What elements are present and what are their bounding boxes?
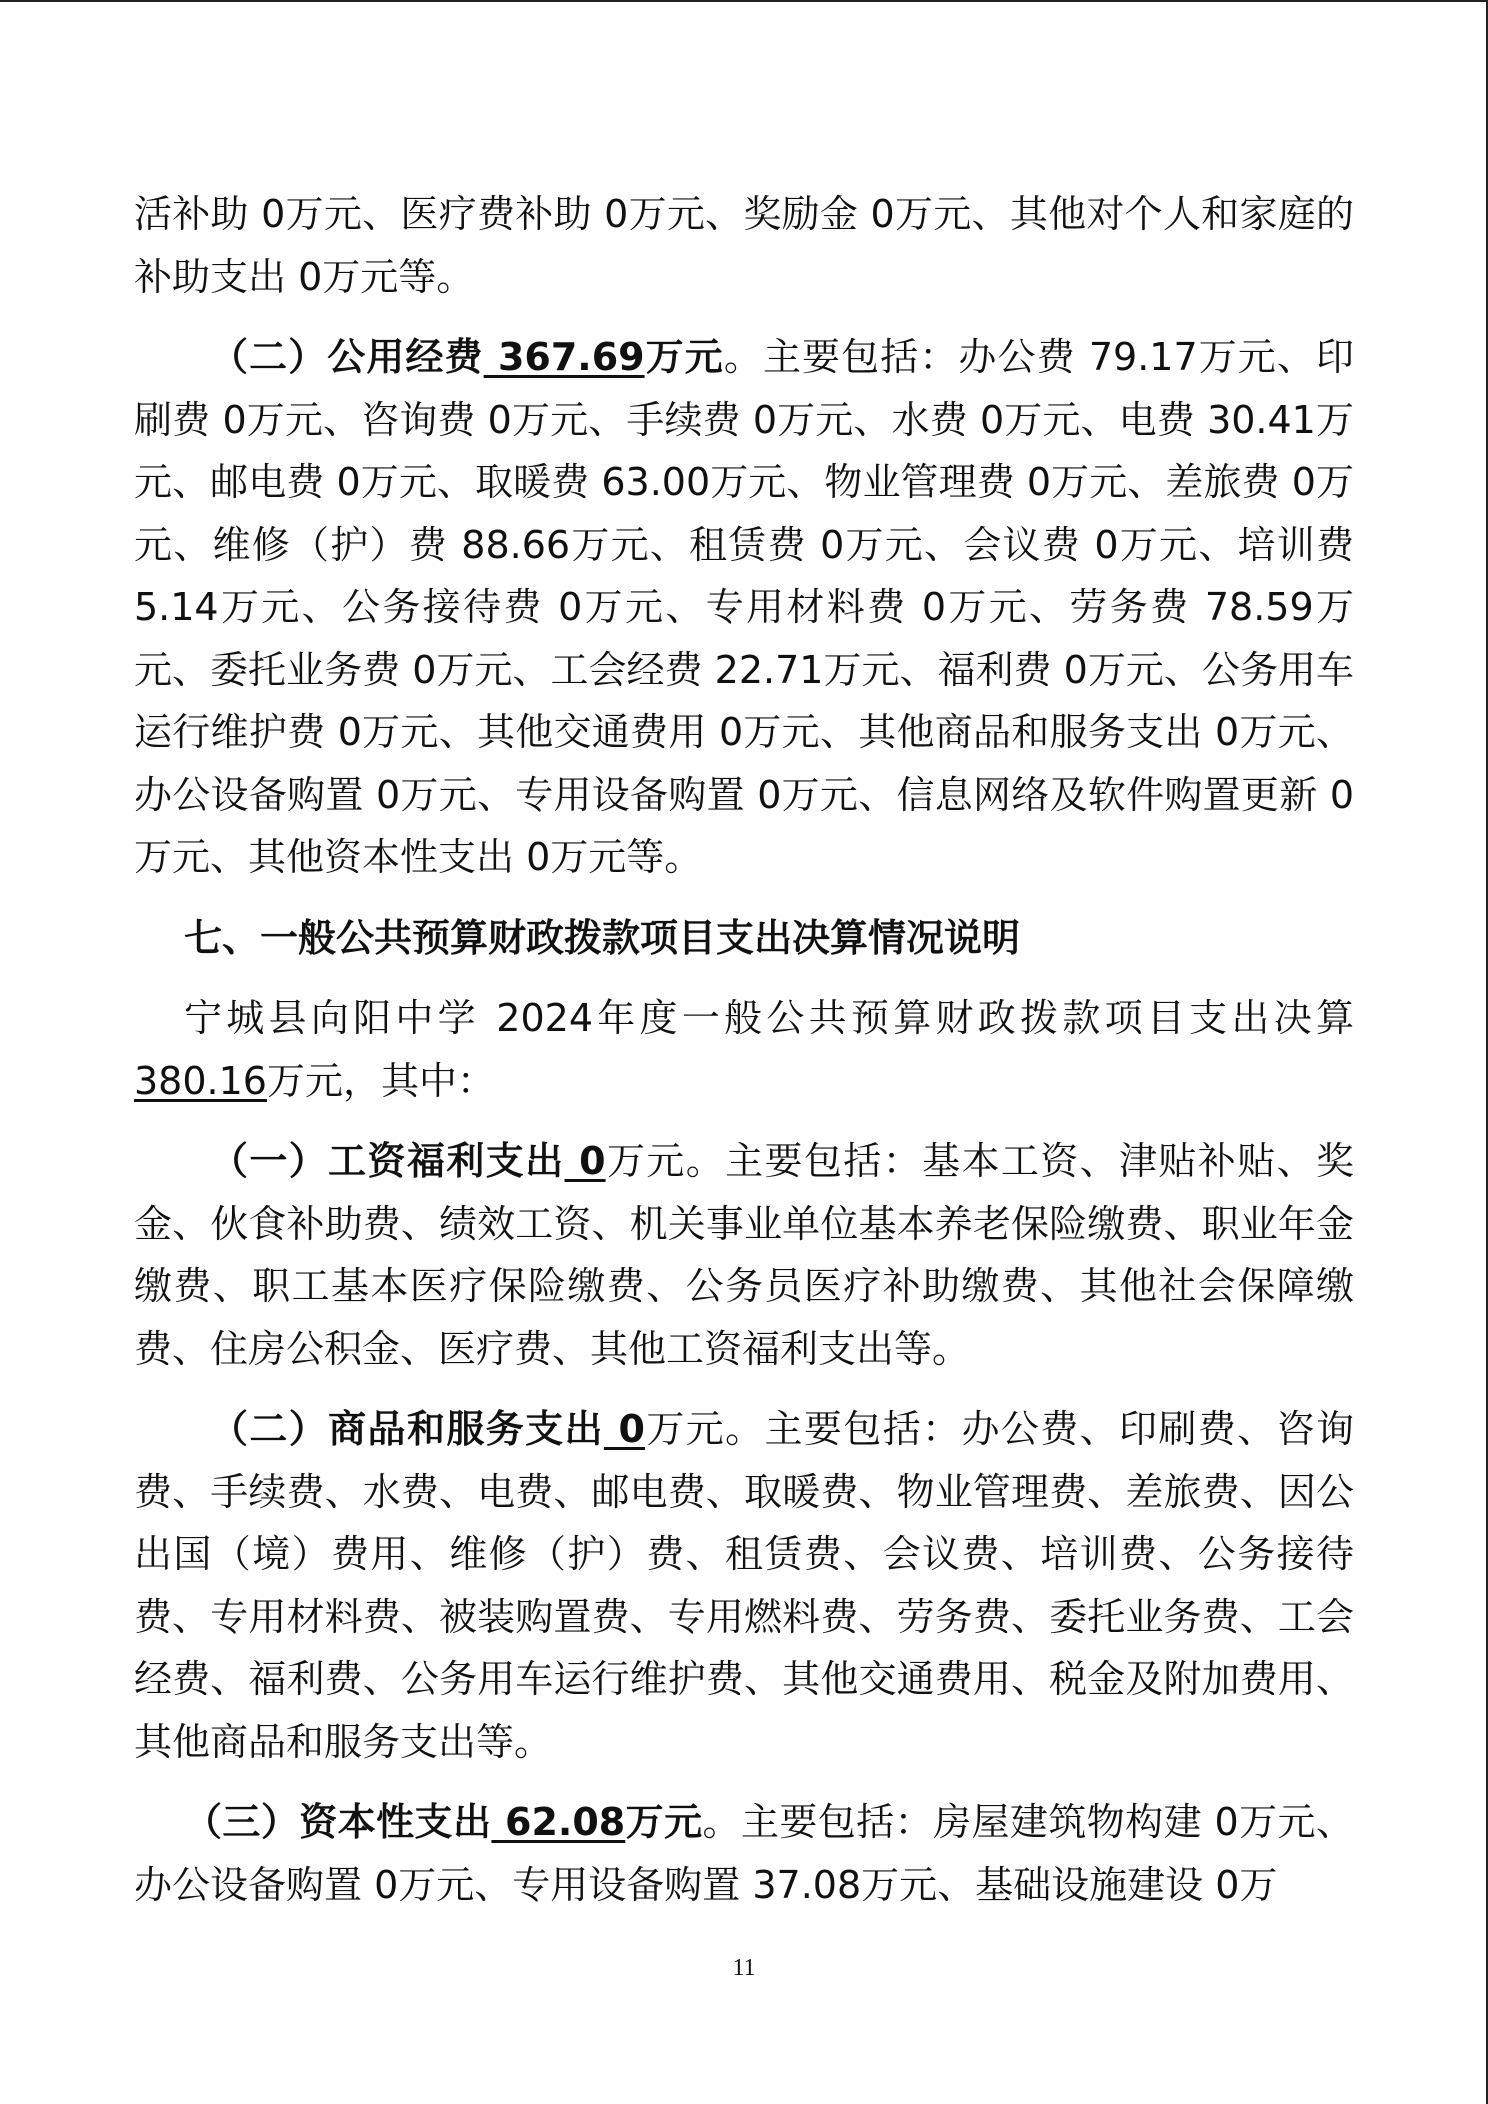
- paragraph-text: 万元。主要包括：基本工资、津贴补贴、奖金、伙食补助费、绩效工资、机关事业单位基本养老保险缴费、职业年金缴费、职工基本医疗保险缴费、公务员医疗补助缴费、其他社会保障缴费、住房公积金、医疗费、其他工资福利支出等。: [134, 1139, 1354, 1371]
- amount-unit: 万元: [625, 1800, 703, 1844]
- paragraph-text: 。主要包括：房屋建筑物构建 0万元、办公设备购置 0万元、专用设备购置 37.08万元、基础设施建设 0万: [134, 1800, 1354, 1907]
- section-lead: （一）工资福利支出: [210, 1139, 565, 1183]
- amount-wage-welfare: 0: [564, 1139, 606, 1183]
- paragraph-text: 万元。主要包括：办公费、印刷费、咨询费、手续费、水费、电费、邮电费、取暖费、物业管理费、差旅费、因公出国（境）费用、维修（护）费、租赁费、会议费、培训费、公务接待费、专用材料费、被装购置费、专用燃料费、劳务费、委托业务费、工会经费、福利费、公务用车运行维护费、其他交通费用、税金及附加费用、其他商品和服务支出等。: [134, 1407, 1354, 1764]
- amount-capital: 62.08: [491, 1800, 626, 1844]
- section-lead: （三）资本性支出: [184, 1800, 492, 1844]
- section-heading-7: 七、一般公共预算财政拨款项目支出决算情况说明: [184, 915, 1021, 960]
- amount-unit: 万元: [644, 335, 724, 379]
- paragraph-goods-services: [134, 1398, 1354, 1773]
- amount-goods-services: 0: [603, 1407, 645, 1451]
- page-number: 11: [732, 1955, 756, 1981]
- amount-public-funds: 367.69: [483, 335, 645, 379]
- paragraph-project-total: [134, 987, 1354, 1112]
- paragraph-text: 。主要包括：办公费 79.17万元、印刷费 0万元、咨询费 0万元、手续费 0万元、水费 0万元、电费 30.41万元、邮电费 0万元、取暖费 63.00万元、物业管理费 0万元、差旅费 0万元、维修（护）费 88.66万元、租赁费 0万元、会议费 0万元、培训费 5.14万元、公务接待费 0万元、专用材料费 0万元、劳务费 78.59万元、委托业务费 0万元、工会经费 22.71万元、福利费 0万元、公务用车运行维护费 0万元、其他交通费用 0万元、其他商品和服务支出 0万元、办公设备购置 0万元、专用设备购置 0万元、信息网络及软件购置更新 0万元、其他资本性支出 0万元等。: [134, 335, 1354, 879]
- paragraph-public-funds: [134, 326, 1354, 889]
- paragraph-capital: [134, 1791, 1354, 1916]
- paragraph-individual-subsidies: [134, 183, 1354, 308]
- section-lead: （二）公用经费: [210, 335, 484, 379]
- paragraph-text: 宁城县向阳中学 2024年度一般公共预算财政拨款项目支出决算: [184, 996, 1354, 1040]
- document-body: [134, 183, 1354, 1916]
- paragraph-text: 万元，其中：: [266, 1058, 495, 1103]
- amount-project-total: 380.16: [134, 1058, 267, 1103]
- paragraph-wage-welfare: [134, 1130, 1354, 1380]
- paragraph-text: 活补助 0万元、医疗费补助 0万元、奖励金 0万元、其他对个人和家庭的补助支出 0万元等。: [134, 192, 1354, 299]
- section-lead: （二）商品和服务支出: [210, 1407, 604, 1451]
